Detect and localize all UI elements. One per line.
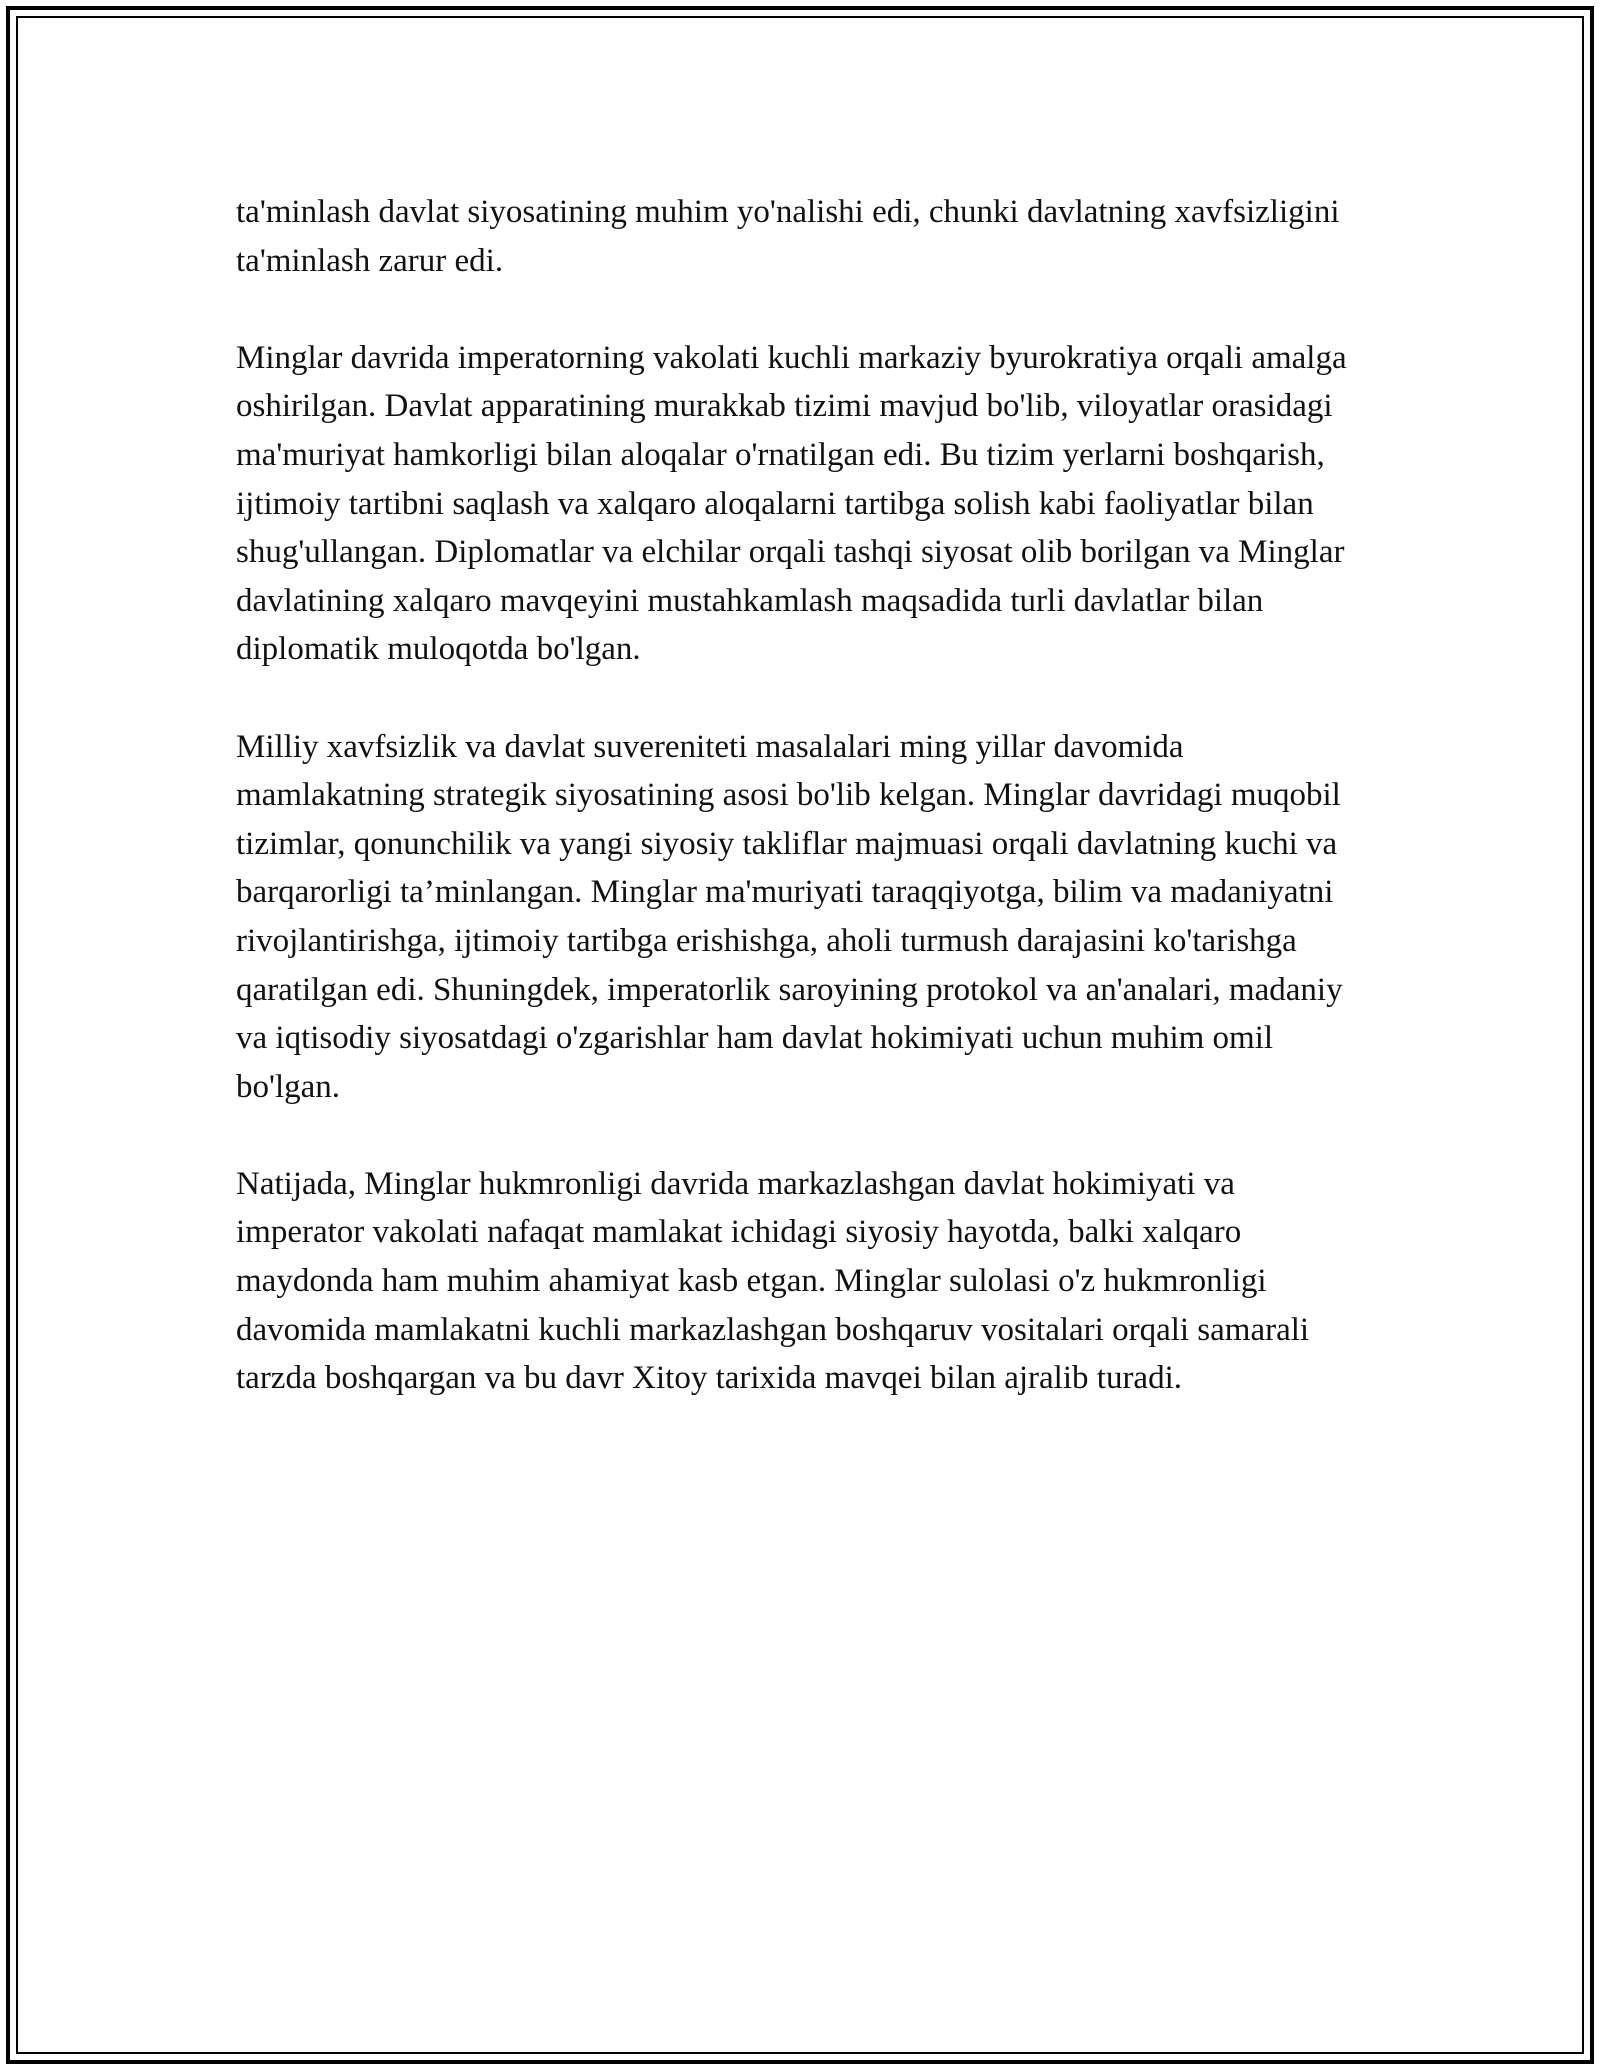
paragraph-3: Milliy xavfsizlik va davlat suvereniteti masalalari ming yillar davomida mamlakatning strategik siyosatining asosi bo'lib kelgan. Minglar davridagi muqobil tizimlar, qonunchilik va yangi siyosiy takliflar majmuasi orqali davlatning kuchi va barqarorligi ta’minlangan. Minglar ma'muriyati taraqqiyotga, bilim va madaniyatni rivojlantirishga, ijtimoiy tartibga erishishga, aholi turmush darajasini ko'tarishga qaratilgan edi. Shuningdek, imperatorlik saroyining protokol va an'analari, madaniy va iqtisodiy siyosatdagi o'zgarishlar ham davlat hokimiyati uchun muhim omil bo'lgan. — [236, 728, 1343, 1105]
paragraph-4: Natijada, Minglar hukmronligi davrida markazlashgan davlat hokimiyati va imperator vakolati nafaqat mamlakat ichidagi siyosiy hayotda, balki xalqaro maydonda ham muhim ahamiyat kasb etgan. Minglar sulolasi o'z hukmronligi davomida mamlakatni kuchli markazlashgan boshqaruv vositalari orqali samarali tarzda boshqargan va bu davr Xitoy tarixida mavqei bilan ajralib turadi. — [236, 1165, 1310, 1397]
paragraph-2: Minglar davrida imperatorning vakolati kuchli markaziy byurokratiya orqali amalga oshirilgan. Davlat apparatining murakkab tizimi mavjud bo'lib, viloyatlar orasidagi ma'muriyat hamkorligi bilan aloqalar o'rnatilgan edi. Bu tizim yerlarni boshqarish, ijtimoiy tartibni saqlash va xalqaro aloqalarni tartibga solish kabi faoliyatlar bilan shug'ullangan. Diplomatlar va elchilar orqali tashqi siyosat olib borilgan va Minglar davlatining xalqaro mavqeyini mustahkamlash maqsadida turli davlatlar bilan diplomatik muloqotda bo'lgan. — [236, 339, 1347, 668]
paragraph-1: ta'minlash davlat siyosatining muhim yo'nalishi edi, chunki davlatning xavfsizligini ta'minlash zarur edi. — [236, 194, 1340, 279]
document-body — [236, 188, 1366, 1451]
